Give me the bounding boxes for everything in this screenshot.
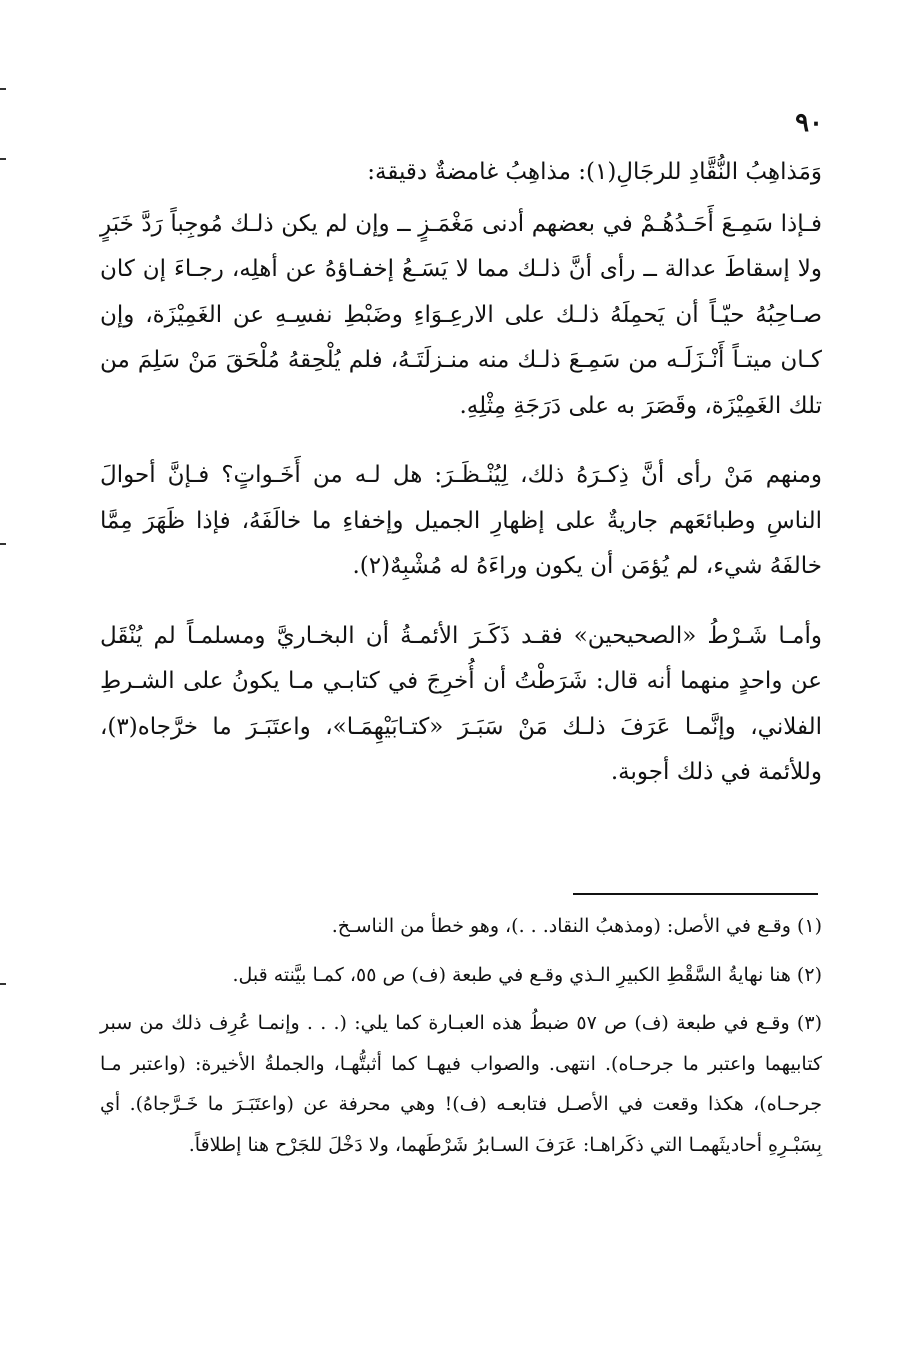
- scan-edge-mark: [0, 983, 6, 985]
- footnotes: [100, 906, 822, 1173]
- scan-edge-mark: [0, 88, 6, 90]
- footnote: (٢) هنا نهايةُ السَّقْطِ الكبيرِ الـذي وقـع في طبعة (ف) ص ٥٥، كمـا بيَّنته قبل.: [232, 963, 822, 986]
- scan-edge-mark: [0, 158, 6, 160]
- paragraph: ومنهم مَنْ رأى أنَّ ذِكـرَهُ ذلك، لِيُنْـظَـرَ: هل لـه من أَخَـواتٍ؟ فـإنَّ أحوالَ الناسِ وطبائعَهم جاريةٌ على إظهارِ الجميل وإخفاءِ ما خالَفَهُ، فإذا ظَهَرَ مِمَّا خالفَهُ شيء، لم يُؤمَن أن يكون وراءَهُ له مُشْبِهٌ(٢).: [100, 462, 822, 579]
- main-text: [100, 150, 822, 820]
- scan-edge-mark: [0, 543, 6, 545]
- section-heading: وَمَذاهِبُ النُّقَّادِ للرجَالِ(١): مذاهِبُ غامضةٌ دقيقة:: [367, 159, 822, 185]
- page-number: ٩٠: [795, 108, 823, 138]
- paragraph: وأمـا شَـرْطُ «الصحيحين» فقـد ذَكَـرَ الأئمـةُ أن البخـاريَّ ومسلمـاً لم يُنْقَل عن واحدٍ منهما أنه قال: شَرَطْتُ أن أُخرِجَ في كتابـي مـا يكونُ على الشـرطِ الفلاني، وإنَّمـا عَرَفَ ذلـك مَنْ سَبَـرَ «كتـابَيْهِمَـا»، واعتَبَـرَ ما خرَّجاه(٣)، وللأئمة في ذلك أجوبة.: [100, 622, 822, 785]
- footnote: (١) وقـع في الأصل: (ومذهبُ النقاد. . .)، وهو خطأ من الناسـخ.: [331, 915, 822, 937]
- paragraph: فـإذا سَمِـعَ أَحَـدُهُـمْ في بعضهم أدنى مَغْمَـزٍ ــ وإن لم يكن ذلـك مُوجِباً رَدَّ خَبَرٍ ولا إسقاطَ عدالة ــ رأى أنَّ ذلـك مما لا يَسَـعُ إخفـاؤهُ عن أهلِه، رجـاءَ إن كان صـاحِبُهُ حيّـاً أن يَحمِلَهُ ذلـك على الارعِـوَاءِ وضَبْطِ نفسِـهِ عن الغَمِيْزَة، وإن كـان ميتـاً أَنْـزَلَـه من سَمِـعَ ذلـك منه منـزلَتَـهُ، فلم يُلْحِقهُ مُلْحَقَ مَنْ سَلِمَ من تلك الغَمِيْزَة، وقَصَرَ به على دَرَجَةِ مِثْلِهِ.: [100, 210, 822, 419]
- footnote-divider: [573, 893, 818, 895]
- footnote: (٣) وقـع في طبعة (ف) ص ٥٧ ضبطُ هذه العبـارة كما يلي: (. . . وإنمـا عُرِف ذلك من سبر كتابيهما واعتبر ما جرحـاه). انتهى. والصواب فيهـا كما أثبتُّهـا، والجملةُ الأخيرة: (واعتبر مـا جرحـاه)، هكذا وقعت في الأصـل فتابعـه (ف)! وهي محرفة عن (واعتَبَـرَ ما خَـرَّجاهُ). أي بِسَبْـرِهِ أحاديثَهمـا التي ذكَراهـا: عَرَفَ السـابرُ شَرْطَهما، ولا دَخْلَ للجَرْح هنا إطلاقاً.: [100, 1012, 822, 1156]
